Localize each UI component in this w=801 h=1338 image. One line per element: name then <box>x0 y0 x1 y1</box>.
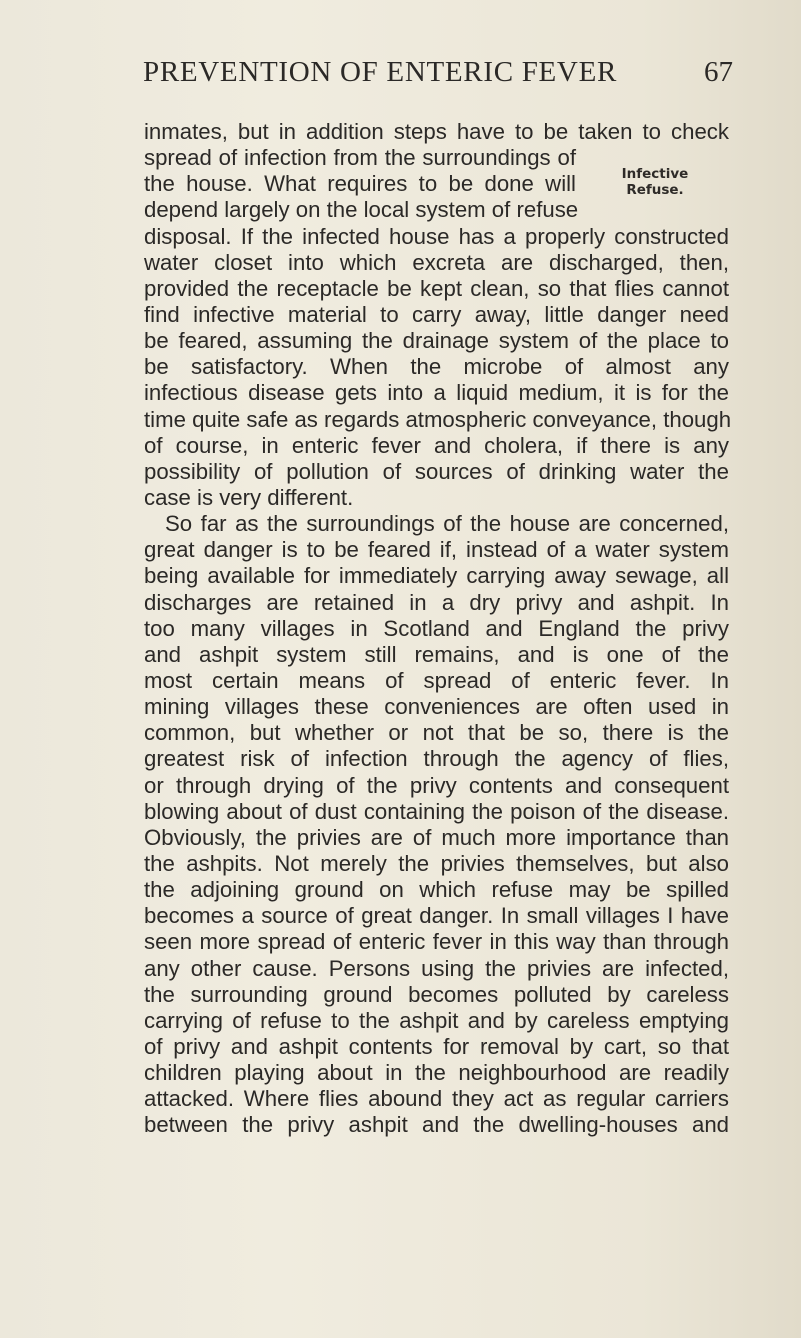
text-line: between the privy ashpit and the dwelling-houses and <box>144 1112 729 1138</box>
running-header <box>143 56 733 96</box>
text-line: inmates, but in addition steps have to be taken to check <box>144 119 729 144</box>
text-line: be satisfactory. When the microbe of almost any <box>144 354 729 380</box>
text-line: great danger is to be feared if, instead of a water system <box>144 537 729 563</box>
text-line: possibility of pollution of sources of drinking water the <box>144 458 729 484</box>
text-line: infectious disease gets into a liquid medium, it is for the <box>144 380 729 406</box>
text-line: the ashpits. Not merely the privies themselves, but also <box>144 850 729 876</box>
text-line: spread of infection from the surroundings of <box>144 145 576 171</box>
text-line: disposal. If the infected house has a properly constructed <box>144 223 729 249</box>
text-line: the adjoining ground on which refuse may be spilled <box>144 877 729 903</box>
text-line: provided the receptacle be kept clean, so that flies cannot <box>144 275 729 301</box>
text-line: of course, in enteric fever and cholera, if there is any <box>144 432 729 458</box>
text-line: most certain means of spread of enteric fever. In <box>144 667 729 693</box>
text-line: blowing about of dust containing the poison of the disease. <box>144 798 729 824</box>
text-line: mining villages these conveniences are often used in <box>144 694 729 720</box>
text-line: becomes a source of great danger. In small villages I have <box>144 903 729 929</box>
text-line: seen more spread of enteric fever in this way than through <box>144 929 729 955</box>
paragraph <box>144 511 729 1138</box>
text-line: the surrounding ground becomes polluted by careless <box>144 981 729 1007</box>
text-line: children playing about in the neighbourhood are readily <box>144 1060 729 1086</box>
text-line: being available for immediately carrying away sewage, all <box>144 563 729 589</box>
text-line: attacked. Where flies abound they act as regular carriers <box>144 1086 729 1112</box>
text-line: the house. What requires to be done will <box>144 171 576 197</box>
text-line: and ashpit system still remains, and is one of the <box>144 641 729 667</box>
text-line: of privy and ashpit contents for removal by cart, so that <box>144 1033 729 1059</box>
margin-note-line: Refuse. <box>626 182 684 198</box>
text-line: any other cause. Persons using the privies are infected, <box>144 955 729 981</box>
text-line: common, but whether or not that be so, there is the <box>144 720 729 746</box>
text-line: or through drying of the privy contents and consequent <box>144 772 729 798</box>
header-title: PREVENTION OF ENTERIC FEVER <box>143 56 618 88</box>
text-line: Obviously, the privies are of much more importance than <box>144 824 729 850</box>
margin-note-line: Infective <box>621 166 689 182</box>
text-line: too many villages in Scotland and England the privy <box>144 615 729 641</box>
body-text <box>144 119 732 1138</box>
text-line: discharges are retained in a dry privy and ashpit. In <box>144 589 729 615</box>
text-line: be feared, assuming the drainage system of the place to <box>144 328 729 354</box>
text-line: time quite safe as regards atmospheric conveyance, though <box>144 406 732 432</box>
text-line: So far as the surroundings of the house are concerned, <box>165 511 729 537</box>
text-line: depend largely on the local system of refuse <box>144 197 579 223</box>
text-line: find infective material to carry away, little danger need <box>144 301 729 327</box>
text-line: case is very different. <box>144 484 354 510</box>
text-line: water closet into which excreta are discharged, then, <box>144 249 729 275</box>
paragraph <box>144 119 732 511</box>
text-line: greatest risk of infection through the agency of flies, <box>144 746 729 772</box>
text-line: carrying of refuse to the ashpit and by careless emptying <box>144 1007 729 1033</box>
page-number: 67 <box>704 56 733 88</box>
